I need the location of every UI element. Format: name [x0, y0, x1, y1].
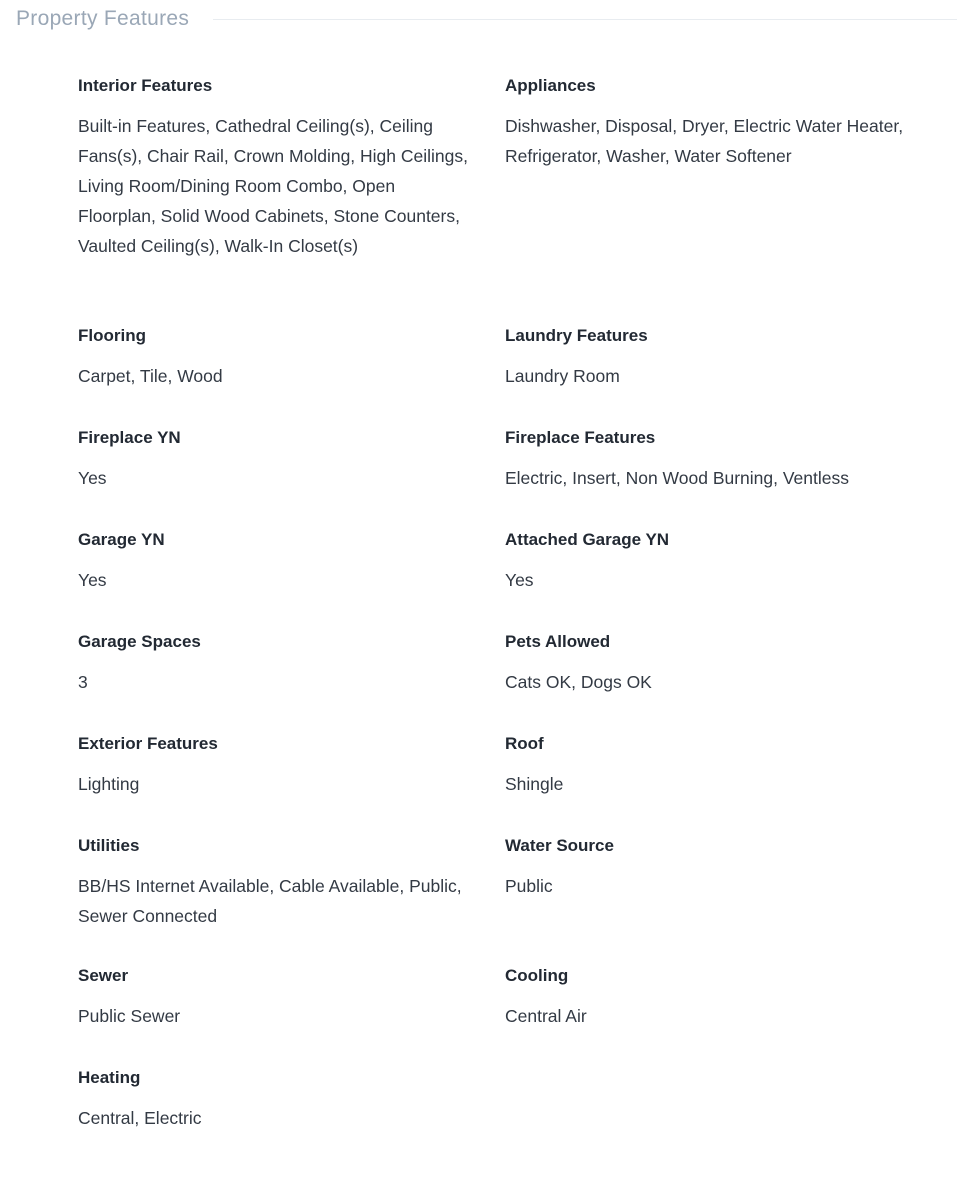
feature-label: Garage YN — [78, 530, 165, 549]
feature-label: Utilities — [78, 836, 140, 855]
feature-value: 3 — [78, 672, 88, 692]
feature-garage-spaces — [78, 632, 468, 697]
feature-label: Pets Allowed — [505, 632, 611, 651]
feature-value: Central, Electric — [78, 1108, 202, 1128]
feature-fireplace-features — [505, 428, 905, 493]
feature-heating — [78, 1068, 468, 1133]
feature-label: Exterior Features — [78, 734, 218, 753]
feature-value: Carpet, Tile, Wood — [78, 366, 223, 386]
section-title: Property Features — [16, 7, 190, 30]
feature-label: Flooring — [78, 326, 146, 345]
feature-appliances — [505, 76, 905, 171]
feature-water-source — [505, 836, 905, 901]
feature-label: Appliances — [505, 76, 596, 95]
feature-garage-yn — [78, 530, 468, 595]
feature-label: Cooling — [505, 966, 569, 985]
feature-utilities — [78, 836, 468, 931]
feature-roof — [505, 734, 905, 799]
feature-value: Laundry Room — [505, 366, 620, 386]
feature-value: Yes — [78, 468, 107, 488]
feature-label: Interior Features — [78, 76, 213, 95]
feature-laundry-features — [505, 326, 905, 391]
feature-value: Lighting — [78, 774, 140, 794]
feature-value: Public Sewer — [78, 1006, 181, 1026]
feature-value: Central Air — [505, 1006, 587, 1026]
feature-pets-allowed — [505, 632, 905, 697]
feature-label: Fireplace YN — [78, 428, 181, 447]
feature-label: Garage Spaces — [78, 632, 201, 651]
feature-label: Sewer — [78, 966, 129, 985]
feature-interior-features — [78, 76, 468, 261]
feature-value: Cats OK, Dogs OK — [505, 672, 652, 692]
feature-value: Built-in Features, Cathedral Ceiling(s), Ceiling Fans(s), Chair Rail, Crown Molding, High Ceilings, Living Room/Dining Room Combo, Open Floorplan, Solid Wood Cabinets, Stone Counters, Vaulted Ceiling(s), Walk-In Closet(s) — [78, 116, 468, 256]
feature-value: Public — [505, 876, 553, 896]
feature-label: Heating — [78, 1068, 141, 1087]
feature-label: Attached Garage YN — [505, 530, 670, 549]
feature-value: BB/HS Internet Available, Cable Available, Public, Sewer Connected — [78, 876, 462, 926]
feature-value: Dishwasher, Disposal, Dryer, Electric Water Heater, Refrigerator, Washer, Water Softener — [505, 116, 904, 166]
feature-value: Electric, Insert, Non Wood Burning, Ventless — [505, 468, 850, 488]
feature-flooring — [78, 326, 468, 391]
section-header — [16, 2, 957, 36]
feature-attached-garage-yn — [505, 530, 905, 595]
feature-fireplace-yn — [78, 428, 468, 493]
feature-label: Water Source — [505, 836, 614, 855]
section-divider — [213, 19, 957, 20]
feature-value: Yes — [78, 570, 107, 590]
feature-exterior-features — [78, 734, 468, 799]
feature-label: Roof — [505, 734, 544, 753]
feature-label: Fireplace Features — [505, 428, 656, 447]
feature-value: Shingle — [505, 774, 564, 794]
feature-value: Yes — [505, 570, 534, 590]
feature-label: Laundry Features — [505, 326, 648, 345]
feature-sewer — [78, 966, 468, 1031]
feature-cooling — [505, 966, 905, 1031]
